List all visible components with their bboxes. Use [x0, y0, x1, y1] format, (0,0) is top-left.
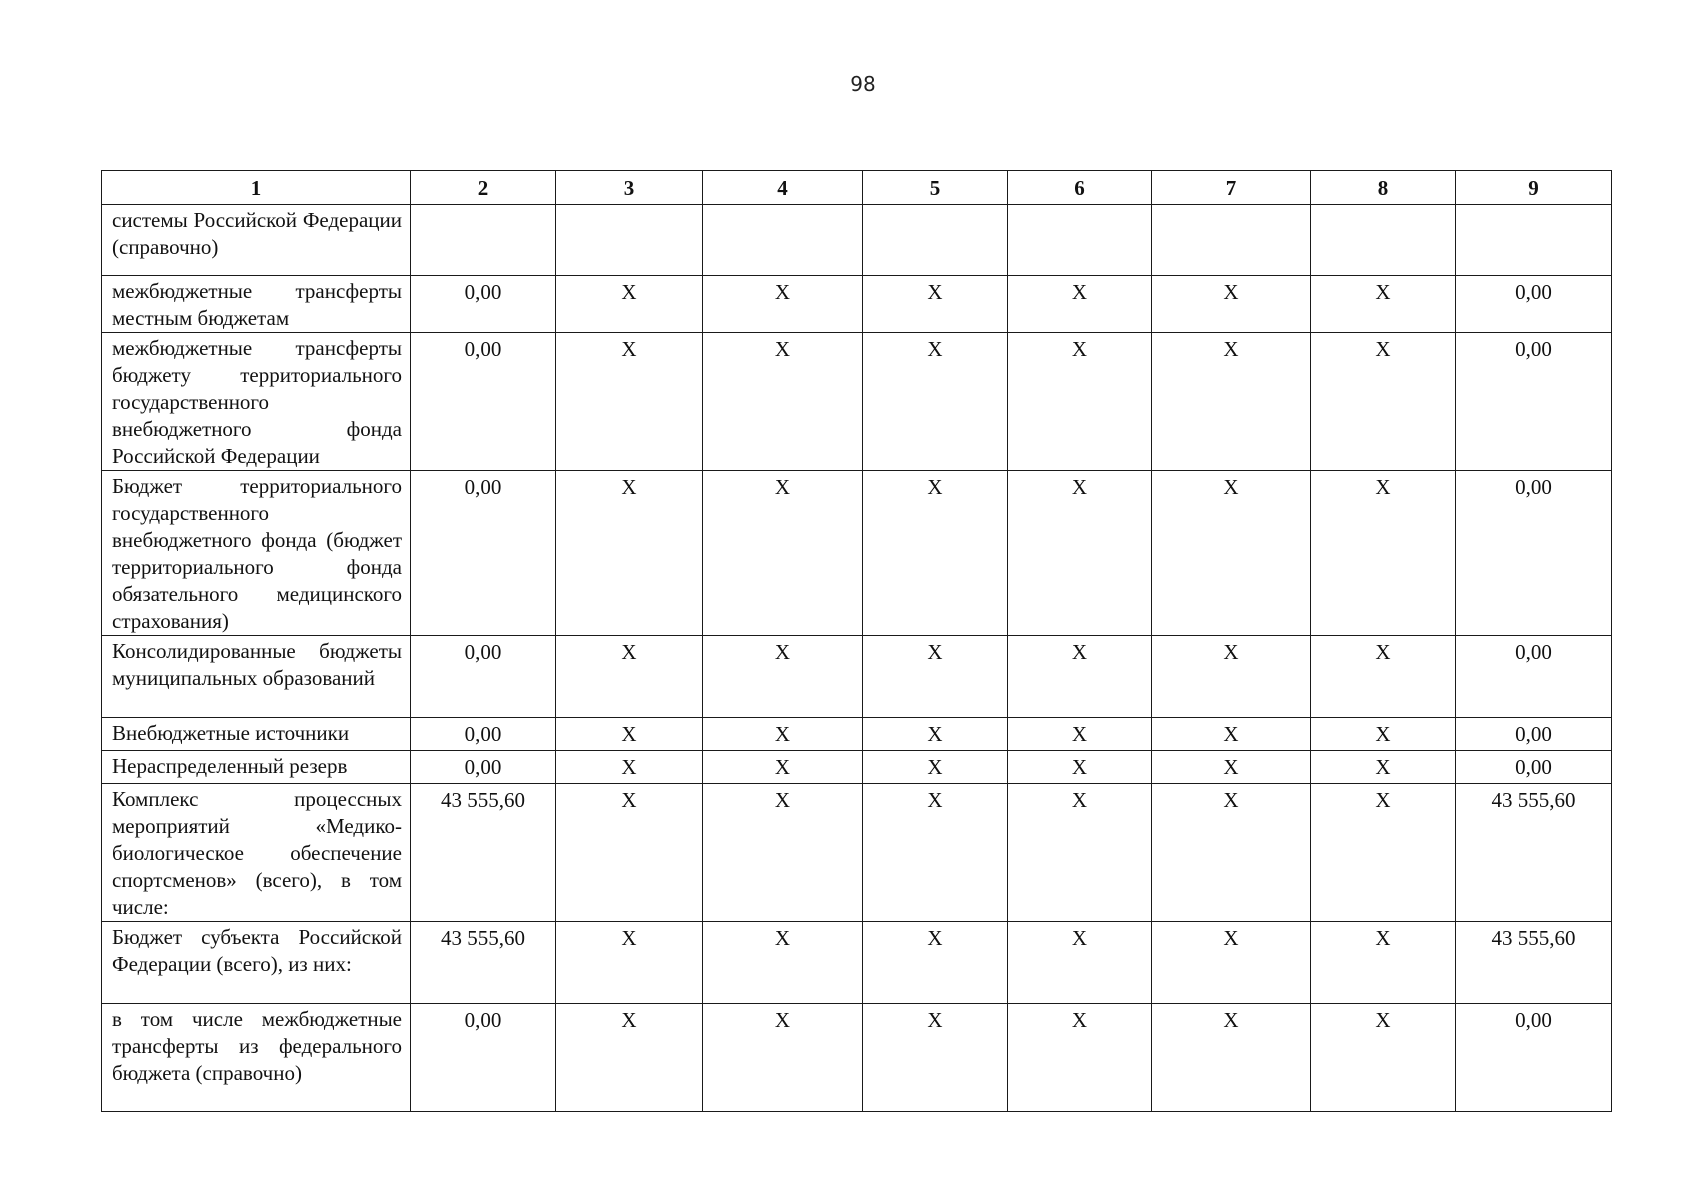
table-row [102, 276, 1612, 333]
header-col-6: 6 [1008, 171, 1152, 205]
cell-col-2: 0,00 [411, 1004, 556, 1112]
cell-col-3: X [556, 922, 703, 1004]
cell-col-3: X [556, 276, 703, 333]
row-label: Бюджет территориального государственного внебюджетного фонда (бюджет территориального фонда обязательного медицинского страхования) [102, 471, 411, 636]
cell-col-5: X [863, 636, 1008, 718]
cell-col-8: X [1311, 718, 1456, 751]
cell-col-3: X [556, 636, 703, 718]
cell-col-4: X [703, 471, 863, 636]
cell-col-8: X [1311, 471, 1456, 636]
row-label: Бюджет субъекта Российской Федерации (всего), из них: [102, 922, 411, 1004]
cell-col-6: X [1008, 718, 1152, 751]
cell-col-7: X [1152, 471, 1311, 636]
cell-col-7: X [1152, 718, 1311, 751]
cell-col-4: X [703, 751, 863, 784]
cell-col-6: X [1008, 333, 1152, 471]
table-row [102, 471, 1612, 636]
cell-col-4: X [703, 636, 863, 718]
cell-col-4: X [703, 276, 863, 333]
cell-col-9: 0,00 [1456, 636, 1612, 718]
cell-col-3: X [556, 751, 703, 784]
cell-col-5: X [863, 333, 1008, 471]
cell-col-9: 0,00 [1456, 276, 1612, 333]
header-col-7: 7 [1152, 171, 1311, 205]
cell-col-2: 43 555,60 [411, 922, 556, 1004]
cell-col-5 [863, 205, 1008, 276]
cell-col-8 [1311, 205, 1456, 276]
table-row [102, 784, 1612, 922]
cell-col-4: X [703, 784, 863, 922]
cell-col-8: X [1311, 1004, 1456, 1112]
header-col-1: 1 [102, 171, 411, 205]
header-col-4: 4 [703, 171, 863, 205]
header-col-2: 2 [411, 171, 556, 205]
cell-col-5: X [863, 922, 1008, 1004]
cell-col-5: X [863, 276, 1008, 333]
cell-col-2: 0,00 [411, 333, 556, 471]
row-label: межбюджетные трансферты местным бюджетам [102, 276, 411, 333]
cell-col-8: X [1311, 276, 1456, 333]
cell-col-2 [411, 205, 556, 276]
cell-col-5: X [863, 784, 1008, 922]
table-row [102, 636, 1612, 718]
table-row [102, 718, 1612, 751]
cell-col-9: 43 555,60 [1456, 922, 1612, 1004]
table-row [102, 751, 1612, 784]
table-row [102, 922, 1612, 1004]
cell-col-6: X [1008, 751, 1152, 784]
cell-col-6: X [1008, 1004, 1152, 1112]
cell-col-3: X [556, 784, 703, 922]
cell-col-6: X [1008, 636, 1152, 718]
cell-col-6: X [1008, 784, 1152, 922]
cell-col-5: X [863, 718, 1008, 751]
header-col-8: 8 [1311, 171, 1456, 205]
cell-col-9: 0,00 [1456, 333, 1612, 471]
table-row [102, 1004, 1612, 1112]
header-col-5: 5 [863, 171, 1008, 205]
cell-col-7: X [1152, 751, 1311, 784]
cell-col-3: X [556, 471, 703, 636]
cell-col-2: 0,00 [411, 751, 556, 784]
cell-col-9: 0,00 [1456, 718, 1612, 751]
row-label: Консолидированные бюджеты муниципальных образований [102, 636, 411, 718]
row-label: системы Российской Федерации (справочно) [102, 205, 411, 276]
table-row [102, 333, 1612, 471]
row-label: Нераспределенный резерв [102, 751, 411, 784]
cell-col-4: X [703, 922, 863, 1004]
row-label: межбюджетные трансферты бюджету территориального государственного внебюджетного фонда Российской Федерации [102, 333, 411, 471]
cell-col-3: X [556, 718, 703, 751]
cell-col-9: 0,00 [1456, 751, 1612, 784]
cell-col-4 [703, 205, 863, 276]
cell-col-7: X [1152, 784, 1311, 922]
cell-col-2: 0,00 [411, 636, 556, 718]
cell-col-8: X [1311, 333, 1456, 471]
table-header-row [102, 171, 1612, 205]
cell-col-8: X [1311, 922, 1456, 1004]
cell-col-7: X [1152, 276, 1311, 333]
cell-col-6: X [1008, 471, 1152, 636]
row-label: в том числе межбюджетные трансферты из федерального бюджета (справочно) [102, 1004, 411, 1112]
cell-col-7: X [1152, 922, 1311, 1004]
cell-col-6 [1008, 205, 1152, 276]
cell-col-3 [556, 205, 703, 276]
table-row [102, 205, 1612, 276]
cell-col-9 [1456, 205, 1612, 276]
cell-col-5: X [863, 751, 1008, 784]
cell-col-7: X [1152, 333, 1311, 471]
cell-col-7: X [1152, 1004, 1311, 1112]
page-number: 98 [850, 72, 876, 96]
cell-col-8: X [1311, 784, 1456, 922]
header-col-3: 3 [556, 171, 703, 205]
cell-col-5: X [863, 471, 1008, 636]
cell-col-7 [1152, 205, 1311, 276]
cell-col-8: X [1311, 751, 1456, 784]
cell-col-6: X [1008, 276, 1152, 333]
budget-table [101, 170, 1612, 1112]
cell-col-9: 0,00 [1456, 1004, 1612, 1112]
cell-col-2: 0,00 [411, 276, 556, 333]
cell-col-4: X [703, 333, 863, 471]
cell-col-7: X [1152, 636, 1311, 718]
header-col-9: 9 [1456, 171, 1612, 205]
cell-col-2: 43 555,60 [411, 784, 556, 922]
cell-col-2: 0,00 [411, 471, 556, 636]
cell-col-8: X [1311, 636, 1456, 718]
row-label: Комплекс процессных мероприятий «Медико-биологическое обеспечение спортсменов» (всего), в том числе: [102, 784, 411, 922]
cell-col-2: 0,00 [411, 718, 556, 751]
cell-col-3: X [556, 333, 703, 471]
cell-col-5: X [863, 1004, 1008, 1112]
cell-col-3: X [556, 1004, 703, 1112]
cell-col-6: X [1008, 922, 1152, 1004]
cell-col-9: 0,00 [1456, 471, 1612, 636]
cell-col-9: 43 555,60 [1456, 784, 1612, 922]
cell-col-4: X [703, 1004, 863, 1112]
row-label: Внебюджетные источники [102, 718, 411, 751]
cell-col-4: X [703, 718, 863, 751]
